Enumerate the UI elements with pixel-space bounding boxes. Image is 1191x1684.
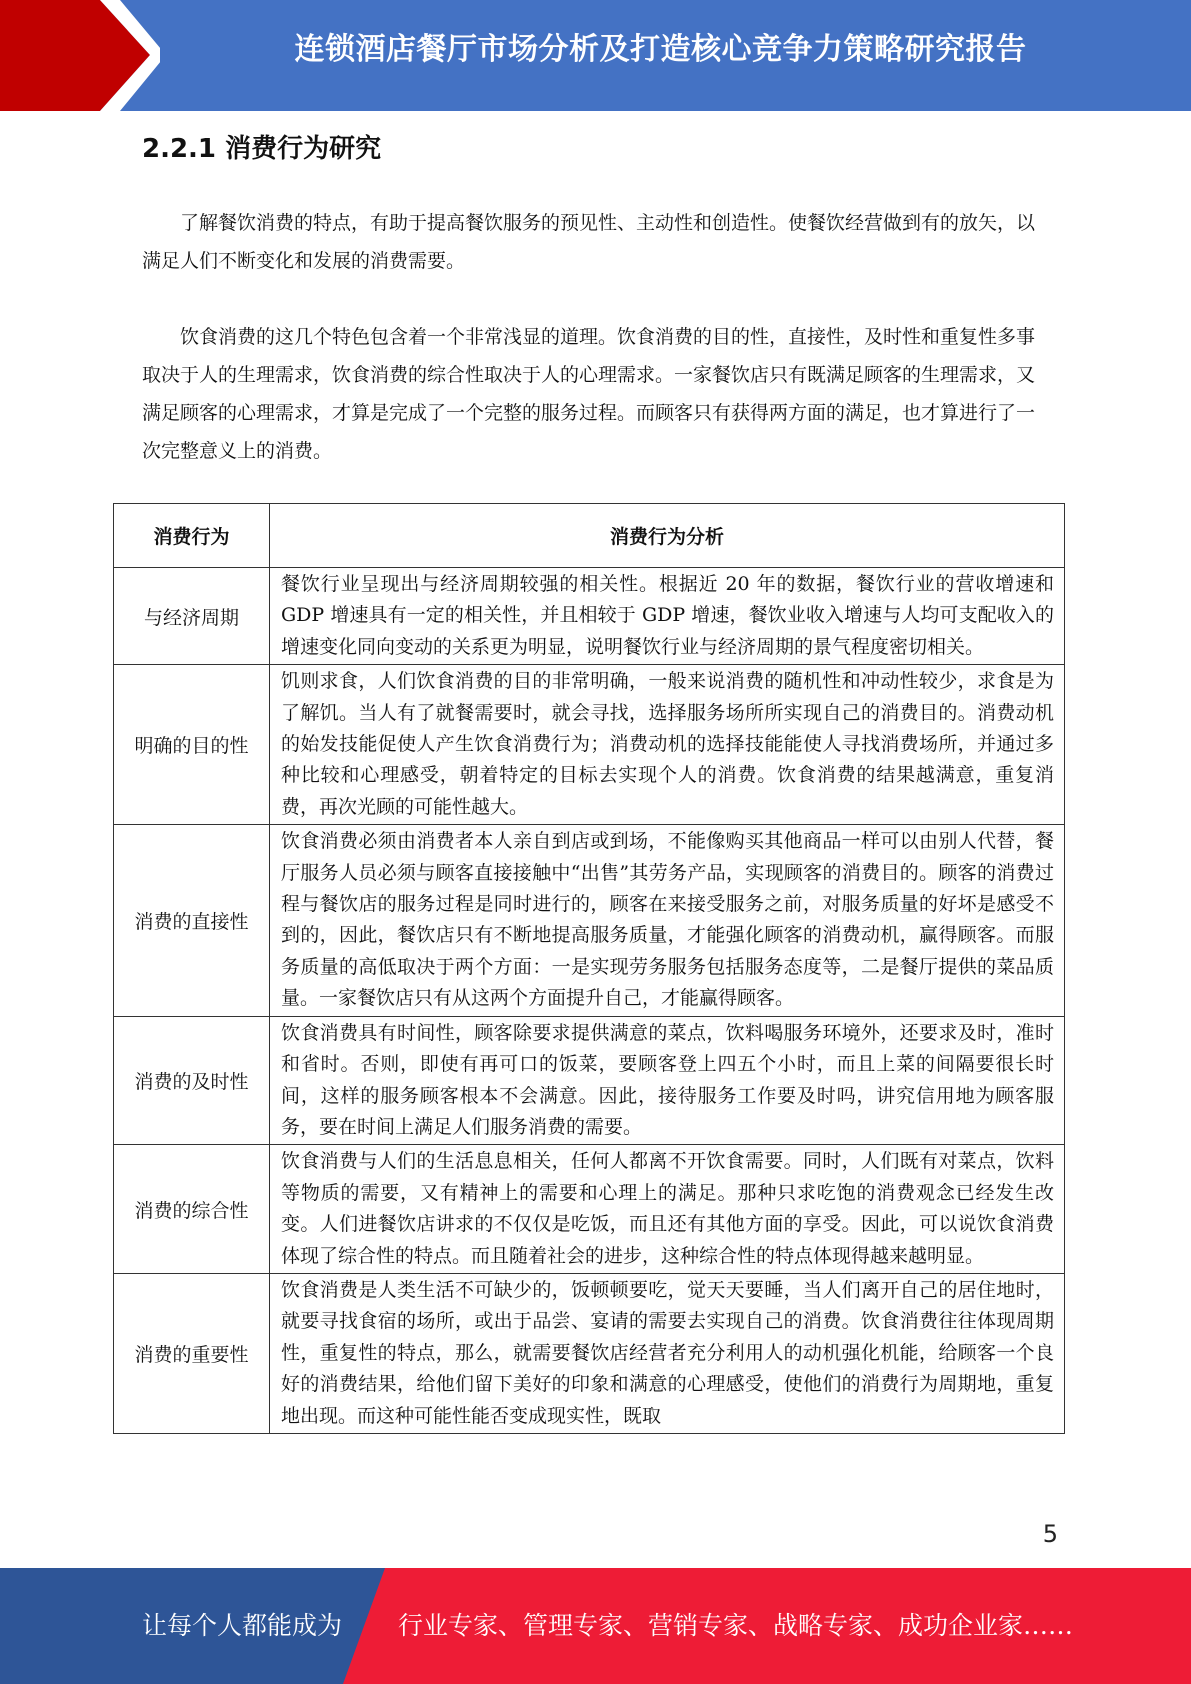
consumer-behavior-table xyxy=(113,503,1065,1434)
behavior-cell: 消费的重要性 xyxy=(114,1273,270,1433)
analysis-cell: 饮食消费是人类生活不可缺少的，饭顿顿要吃，觉天天要睡，当人们离开自己的居住地时，就要寻找食宿的场所，或出于品尝、宴请的需要去实现自己的消费。饮食消费往往体现周期性，重复性的特点，那么，就需要餐饮店经营者充分利用人的动机强化机能，给顾客一个良好的消费结果，给他们留下美好的印象和满意的心理感受，使他们的消费行为周期地，重复地出现。而这种可能性能否变成现实性，既取 xyxy=(270,1273,1065,1433)
behavior-cell: 消费的直接性 xyxy=(114,825,270,1016)
table-row xyxy=(114,1145,1065,1274)
table-row xyxy=(114,825,1065,1016)
footer-banner xyxy=(0,1568,1191,1684)
column-header-behavior: 消费行为 xyxy=(114,504,270,568)
section-heading: 2.2.1 消费行为研究 xyxy=(142,134,382,164)
header-title: 连锁酒店餐厅市场分析及打造核心竞争力策略研究报告 xyxy=(294,32,1027,67)
behavior-cell: 消费的综合性 xyxy=(114,1145,270,1274)
analysis-cell: 饥则求食，人们饮食消费的目的非常明确，一般来说消费的随机性和冲动性较少，求食是为了解饥。当人有了就餐需要时，就会寻找，选择服务场所所实现自己的消费目的。消费动机的始发技能促使人产生饮食消费行为；消费动机的选择技能能使人寻找消费场所，并通过多种比较和心理感受，朝着特定的目标去实现个人的消费。饮食消费的结果越满意，重复消费，再次光顾的可能性越大。 xyxy=(270,665,1065,825)
column-header-analysis: 消费行为分析 xyxy=(270,504,1065,568)
header-banner xyxy=(0,0,1191,111)
footer-slogan-right: 行业专家、管理专家、营销专家、战略专家、成功企业家…… xyxy=(398,1611,1074,1640)
page-number: 5 xyxy=(1042,1520,1058,1548)
table-row xyxy=(114,665,1065,825)
intro-paragraph: 了解餐饮消费的特点，有助于提高餐饮服务的预见性、主动性和创造性。使餐饮经营做到有的放矢，以满足人们不断变化和发展的消费需要。 xyxy=(142,212,1036,272)
table-header-row xyxy=(114,504,1065,568)
table-row xyxy=(114,1016,1065,1145)
analysis-cell: 饮食消费具有时间性，顾客除要求提供满意的菜点，饮料喝服务环境外，还要求及时，准时和省时。否则，即使有再可口的饭菜，要顾客登上四五个小时，而且上菜的间隔要很长时间，这样的服务顾客根本不会满意。因此，接待服务工作要及时吗，讲究信用地为顾客服务，要在时间上满足人们服务消费的需要。 xyxy=(270,1016,1065,1145)
behavior-cell: 与经济周期 xyxy=(114,568,270,665)
behavior-cell: 明确的目的性 xyxy=(114,665,270,825)
table-row xyxy=(114,1273,1065,1433)
behavior-cell: 消费的及时性 xyxy=(114,1016,270,1145)
analysis-cell: 餐饮行业呈现出与经济周期较强的相关性。根据近 20 年的数据，餐饮行业的营收增速和 GDP 增速具有一定的相关性，并且相较于 GDP 增速，餐饮业收入增速与人均可支配收入的增速变化同向变动的关系更为明显，说明餐饮行业与经济周期的景气程度密切相关。 xyxy=(270,568,1065,665)
table-row xyxy=(114,568,1065,665)
analysis-cell: 饮食消费必须由消费者本人亲自到店或到场，不能像购买其他商品一样可以由别人代替，餐厅服务人员必须与顾客直接接触中“出售”其劳务产品，实现顾客的消费目的。顾客的消费过程与餐饮店的服务过程是同时进行的，顾客在来接受服务之前，对服务质量的好坏是感受不到的，因此，餐饮店只有不断地提高服务质量，才能强化顾客的消费动机，赢得顾客。而服务质量的高低取决于两个方面：一是实现劳务服务包括服务态度等，二是餐厅提供的菜品质量。一家餐饮店只有从这两个方面提升自己，才能赢得顾客。 xyxy=(270,825,1065,1016)
footer-slogan-left: 让每个人都能成为 xyxy=(142,1611,343,1640)
body-paragraph: 饮食消费的这几个特色包含着一个非常浅显的道理。饮食消费的目的性，直接性，及时性和重复性多事取决于人的生理需求，饮食消费的综合性取决于人的心理需求。一家餐饮店只有既满足顾客的生理需求，又满足顾客的心理需求，才算是完成了一个完整的服务过程。而顾客只有获得两方面的满足，也才算进行了一次完整意义上的消费。 xyxy=(142,326,1036,462)
header-arrow-decoration xyxy=(0,0,160,111)
analysis-cell: 饮食消费与人们的生活息息相关，任何人都离不开饮食需要。同时，人们既有对菜点，饮料等物质的需要，又有精神上的需要和心理上的满足。那种只求吃饱的消费观念已经发生改变。人们进餐饮店讲求的不仅仅是吃饭，而且还有其他方面的享受。因此，可以说饮食消费体现了综合性的特点。而且随着社会的进步，这种综合性的特点体现得越来越明显。 xyxy=(270,1145,1065,1274)
